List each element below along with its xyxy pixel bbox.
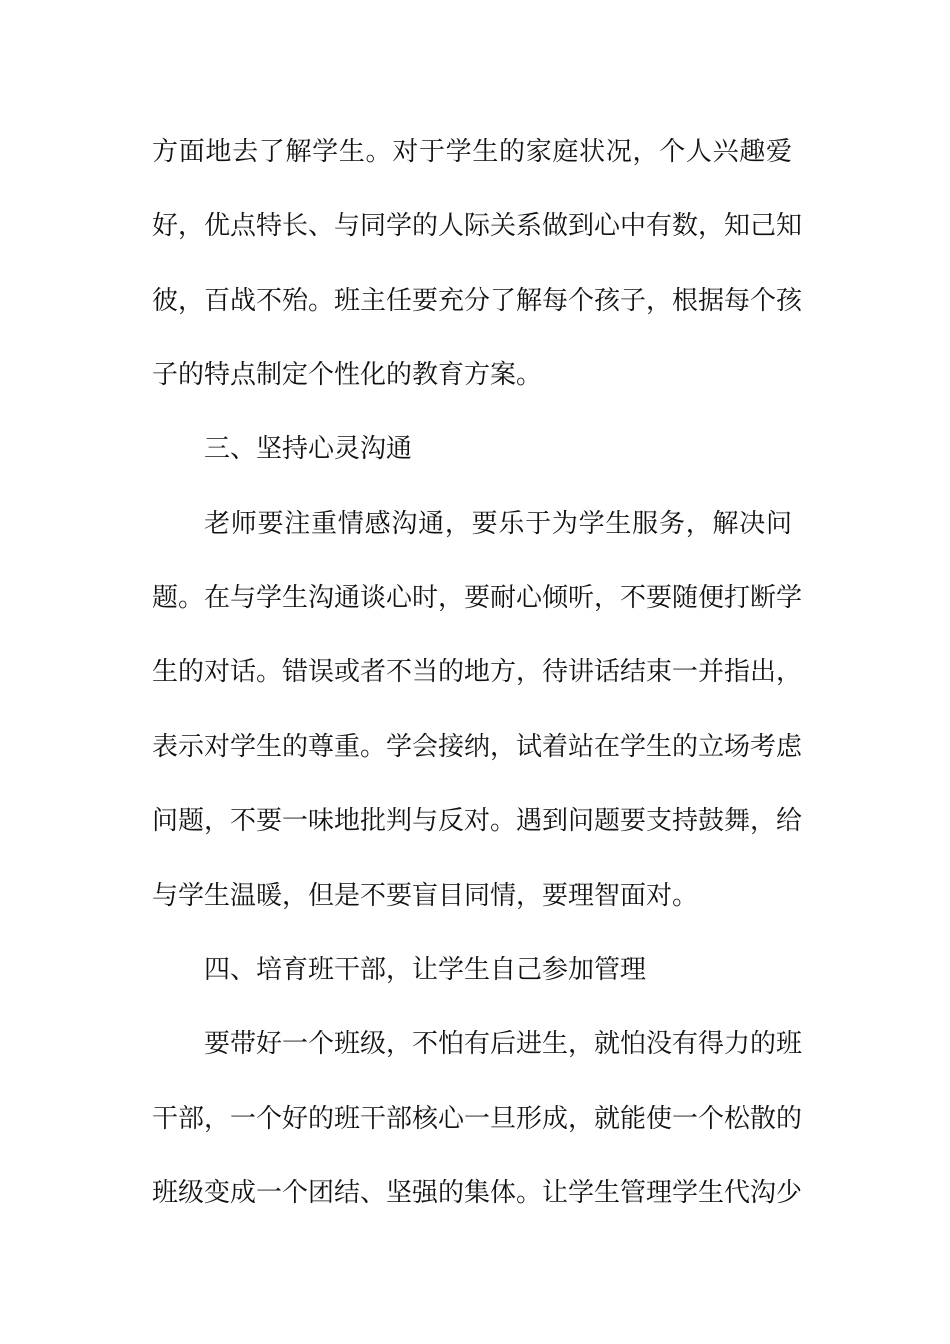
text-line: 问题，不要一味地批判与反对。遇到问题要支持鼓舞，给 bbox=[152, 806, 803, 836]
text-line: 题。在与学生沟通谈心时，要耐心倾听，不要随便打断学 bbox=[152, 583, 803, 613]
text-line: 班级变成一个团结、坚强的集体。让学生管理学生代沟少 bbox=[152, 1178, 803, 1208]
section-heading: 三、坚持心灵沟通 bbox=[204, 434, 413, 464]
text-line: 好，优点特长、与同学的人际关系做到心中有数，知己知 bbox=[152, 211, 803, 241]
text-line: 表示对学生的尊重。学会接纳，试着站在学生的立场考虑 bbox=[152, 732, 803, 762]
text-line: 生的对话。错误或者不当的地方，待讲话结束一并指出， bbox=[152, 657, 803, 687]
section-heading: 四、培育班干部，让学生自己参加管理 bbox=[204, 955, 647, 985]
text-line: 要带好一个班级，不怕有后进生，就怕没有得力的班 bbox=[204, 1029, 803, 1059]
text-line: 老师要注重情感沟通，要乐于为学生服务，解决问 bbox=[204, 509, 792, 539]
text-line: 与学生温暖，但是不要盲目同情，要理智面对。 bbox=[152, 881, 699, 911]
text-line: 子的特点制定个性化的教育方案。 bbox=[152, 360, 543, 390]
text-line: 方面地去了解学生。对于学生的家庭状况，个人兴趣爱 bbox=[152, 137, 792, 167]
text-line: 彼，百战不殆。班主任要充分了解每个孩子，根据每个孩 bbox=[152, 286, 803, 316]
text-line: 干部，一个好的班干部核心一旦形成，就能使一个松散的 bbox=[152, 1104, 803, 1134]
